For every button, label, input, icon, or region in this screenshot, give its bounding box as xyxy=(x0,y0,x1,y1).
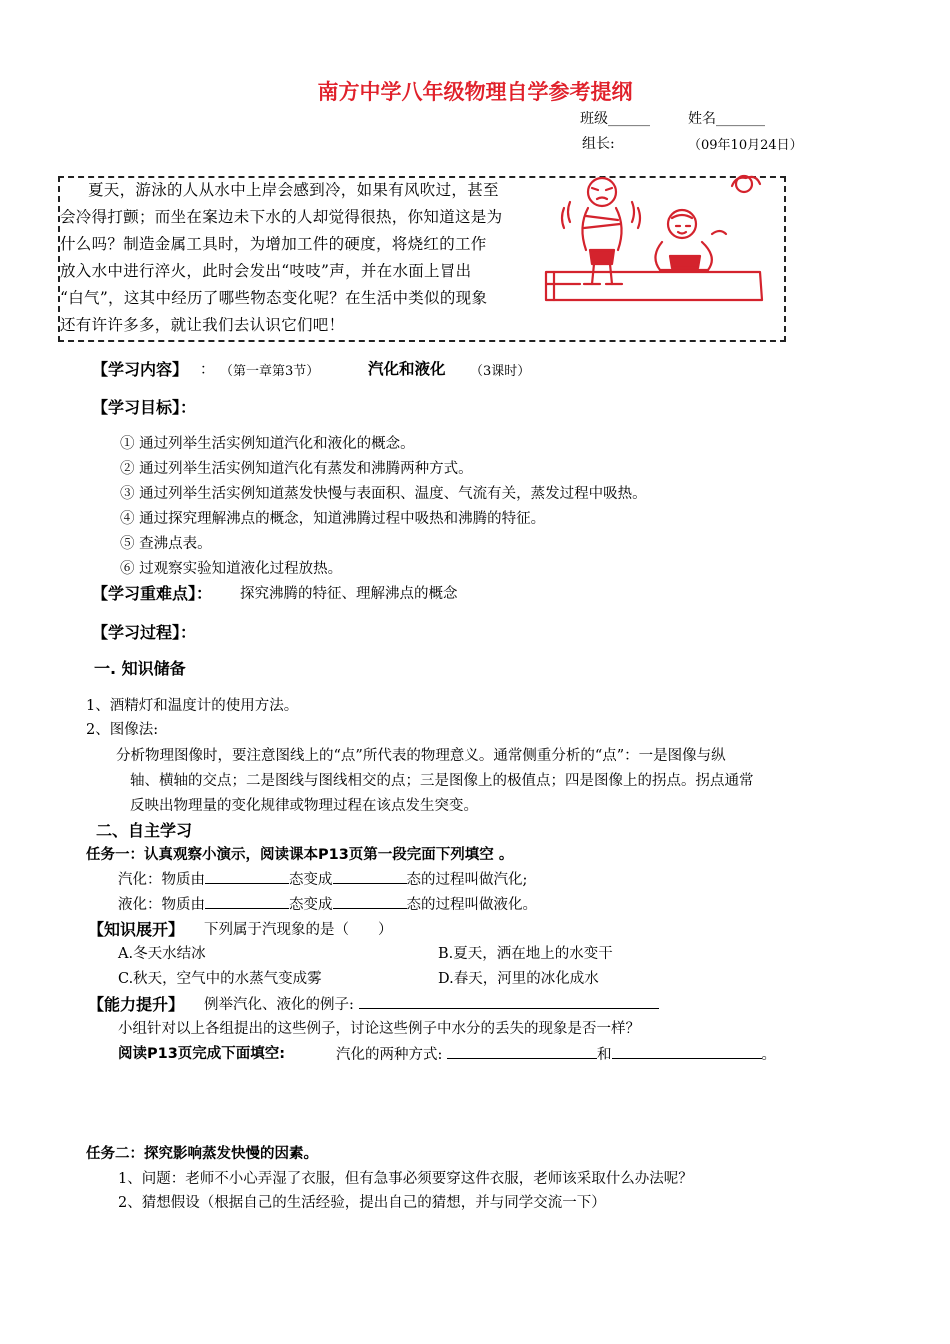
read-blank-1[interactable] xyxy=(447,1044,597,1059)
liquefy-c: 态的过程叫做液化。 xyxy=(406,897,537,913)
liquefy-blank-1[interactable] xyxy=(205,894,289,909)
keypoints-text: 探究沸腾的特征、理解沸点的概念 xyxy=(240,586,458,602)
vaporize-blank-2[interactable] xyxy=(333,869,407,884)
process-label: 【学习过程】： xyxy=(92,623,197,642)
content-label: 【学习内容】 xyxy=(92,360,189,379)
option-d: D.春天，河里的冰化成水 xyxy=(438,971,599,987)
ability-row xyxy=(204,993,659,1014)
part1-para: 轴、横轴的交点；二是图线与图线相交的点；三是图像上的极值点；四是图像上的拐点。拐点通常 xyxy=(130,773,754,789)
option-c: C.秋天，空气中的水蒸气变成雾 xyxy=(118,971,322,987)
part2-heading: 二、自主学习 xyxy=(96,821,193,840)
liquefy-row xyxy=(118,893,537,914)
ability-text: 例举汽化、液化的例子: xyxy=(204,997,354,1013)
intro-line: 什么吗？制造金属工具时，为增加工件的硬度，将烧红的工作 xyxy=(60,235,487,253)
option-a: A.冬天水结冰 xyxy=(118,946,206,962)
part1-para: 反映出物理量的变化规律或物理过程在该点发生突变。 xyxy=(130,798,478,814)
content-topic: 汽化和液化 xyxy=(368,360,446,378)
ability-label: 【能力提升】 xyxy=(88,995,185,1014)
part1-para: 分析物理图像时，要注意图线上的“点”所代表的物理意义。通常侧重分析的“点”：一是图像与纵 xyxy=(116,748,726,764)
intro-line: 还有许许多多，就让我们去认识它们吧！ xyxy=(60,316,345,334)
goal-item: ⑤ 查沸点表。 xyxy=(120,536,212,552)
goal-item: ⑥ 过观察实验知道液化过程放热。 xyxy=(120,561,343,577)
goal-item: ① 通过列举生活实例知道汽化和液化的概念。 xyxy=(120,436,415,452)
vaporize-b: 态变成 xyxy=(289,872,333,888)
goal-item: ④ 通过探究理解沸点的概念，知道沸腾过程中吸热和沸腾的特征。 xyxy=(120,511,546,527)
ability-blank[interactable] xyxy=(359,994,659,1009)
content-sep: ： xyxy=(200,362,215,378)
expand-label: 【知识展开】 xyxy=(88,920,185,939)
read-blank-2[interactable] xyxy=(612,1044,762,1059)
liquefy-b: 态变成 xyxy=(289,897,333,913)
intro-line: “白气”，这其中经历了哪些物态变化呢？在生活中类似的现象 xyxy=(60,289,488,307)
read-row xyxy=(336,1043,776,1064)
discuss-text: 小组针对以上各组提出的这些例子，讨论这些例子中水分的丢失的现象是否一样？ xyxy=(118,1021,640,1037)
vaporize-row xyxy=(118,868,527,889)
goals-label: 【学习目标】： xyxy=(92,398,197,417)
read-label: 阅读P13页完成下面填空: xyxy=(118,1046,286,1062)
part1-item: 2、图像法: xyxy=(86,722,159,738)
expand-question: 下列属于汽现象的是（ ） xyxy=(204,922,393,938)
vaporize-blank-1[interactable] xyxy=(205,869,289,884)
date-label: （09年10月24日） xyxy=(688,138,803,153)
read-and: 和 xyxy=(597,1047,612,1063)
read-end: 。 xyxy=(761,1047,776,1063)
task2-q1: 1、问题：老师不小心弄湿了衣服，但有急事必须要穿这件衣服，老师该采取什么办法呢？ xyxy=(118,1171,693,1187)
liquefy-a: 液化：物质由 xyxy=(118,897,205,913)
vaporize-c: 态的过程叫做汽化; xyxy=(406,872,528,888)
goal-item: ③ 通过列举生活实例知道蒸发快慢与表面积、温度、气流有关，蒸发过程中吸热。 xyxy=(120,486,647,502)
part1-item: 1、酒精灯和温度计的使用方法。 xyxy=(86,698,299,714)
intro-line: 夏天，游泳的人从水中上岸会感到冷，如果有风吹过，甚至 xyxy=(88,181,499,199)
intro-line: 放入水中进行淬火，此时会发出“吱吱”声，并在水面上冒出 xyxy=(60,262,472,280)
content-hours: （3课时） xyxy=(470,364,531,379)
liquefy-blank-2[interactable] xyxy=(333,894,407,909)
task2-q2: 2、猜想假设（根据自己的生活经验，提出自己的猜想，并与同学交流一下） xyxy=(118,1195,606,1211)
part1-heading: 一. 知识储备 xyxy=(94,659,186,678)
page-title: 南方中学八年级物理自学参考提纲 xyxy=(317,80,633,104)
name-label: 姓名_______ xyxy=(688,111,765,127)
class-label: 班级______ xyxy=(580,111,650,127)
keypoints-label: 【学习重难点】： xyxy=(92,584,213,603)
goal-item: ② 通过列举生活实例知道汽化有蒸发和沸腾两种方式。 xyxy=(120,461,473,477)
task1-text: 任务一：认真观察小演示，阅读课本P13页第一段完面下列填空 。 xyxy=(86,847,514,863)
option-b: B.夏天，洒在地上的水变干 xyxy=(438,946,613,962)
vaporize-a: 汽化：物质由 xyxy=(118,872,205,888)
content-chapter: （第一章第3节） xyxy=(220,364,320,379)
task2-text: 任务二：探究影响蒸发快慢的因素。 xyxy=(86,1146,318,1162)
intro-line: 会冷得打颤；而坐在案边未下水的人却觉得很热，你知道这是为 xyxy=(60,208,503,226)
swimmers-illustration xyxy=(540,172,770,312)
read-text: 汽化的两种方式: xyxy=(336,1047,443,1063)
leader-label: 组长: xyxy=(582,136,615,152)
